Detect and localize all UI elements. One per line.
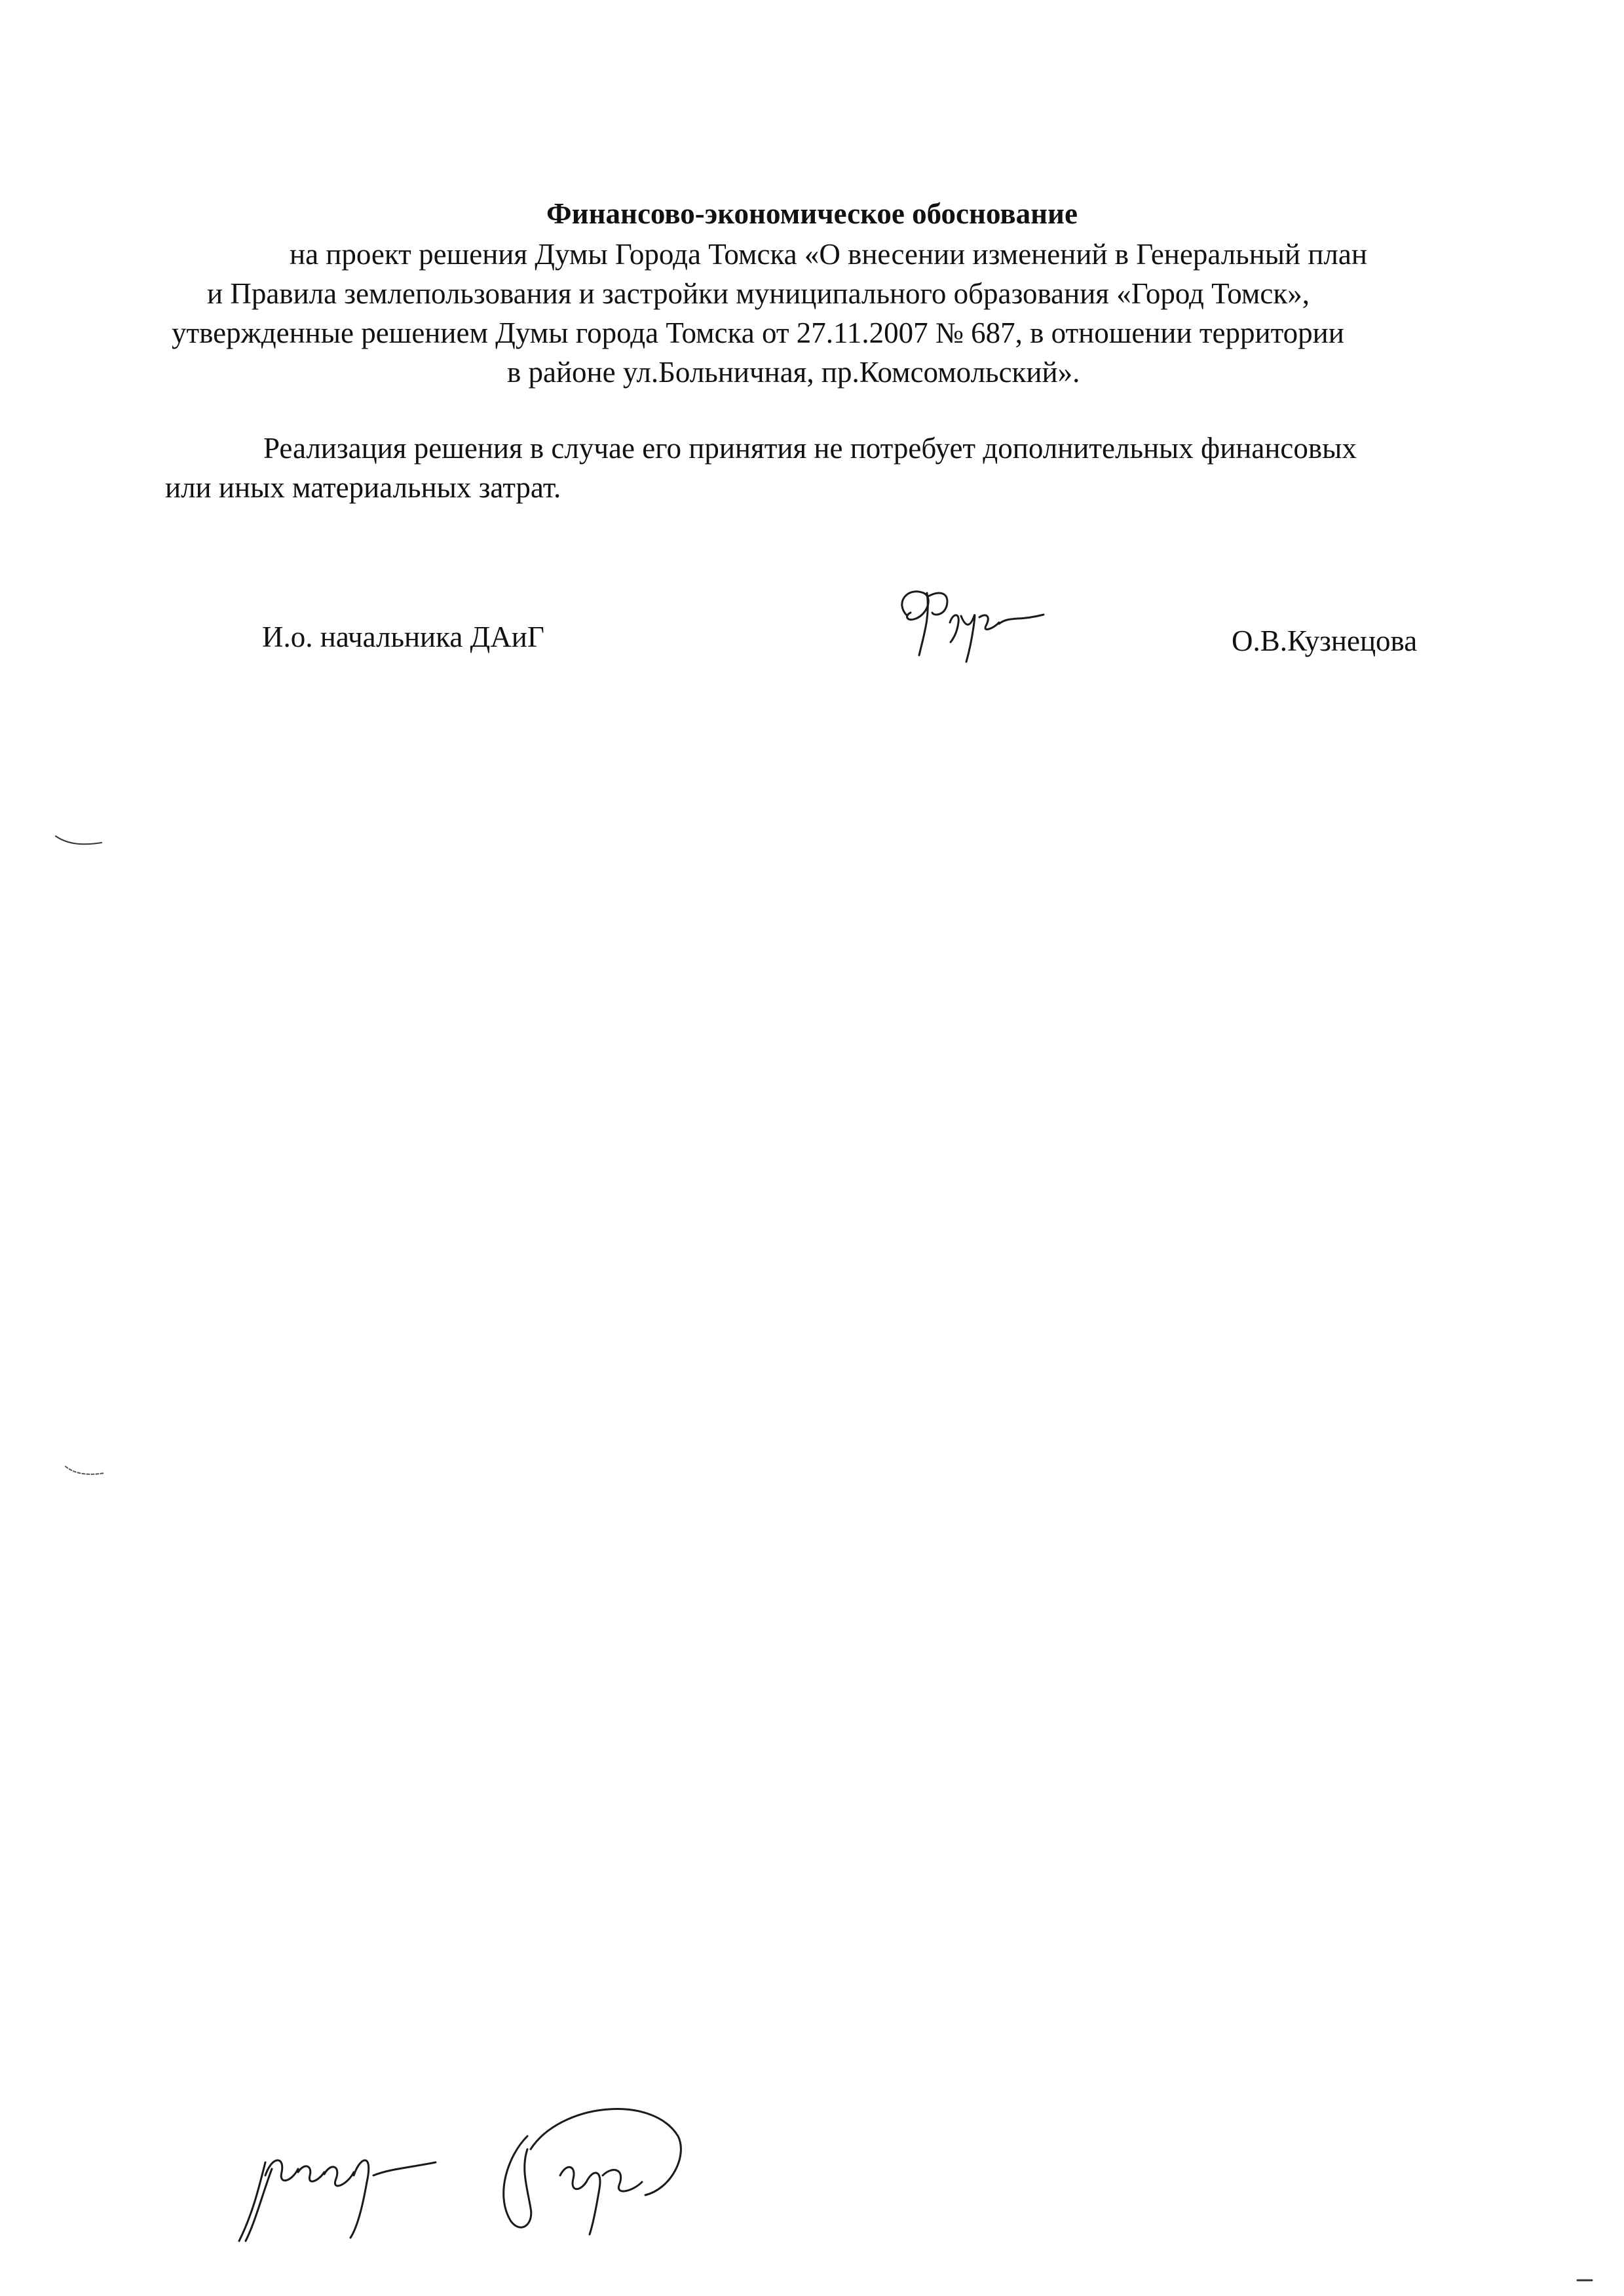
body-text-line: или иных материальных затрат. xyxy=(165,471,561,504)
subject-line: в районе ул.Больничная, пр.Комсомольский». xyxy=(507,356,1080,389)
subject-line: утвержденные решением Думы города Томска от 27.11.2007 № 687, в отношении территории xyxy=(172,316,1344,349)
subject-line: и Правила землепользования и застройки муниципального образования «Город Томск», xyxy=(207,277,1310,310)
body-text-line: Реализация решения в случае его принятия не потребует дополнительных финансовых xyxy=(263,432,1357,465)
handwritten-signature xyxy=(888,577,1051,675)
signer-position: И.о. начальника ДАиГ xyxy=(262,621,544,653)
scan-mark xyxy=(62,1461,108,1481)
handwritten-signature xyxy=(482,2097,691,2241)
subject-line: на проект решения Думы Города Томска «О внесении изменений в Генеральный план xyxy=(290,238,1367,271)
handwritten-signature xyxy=(226,2116,442,2248)
scan-mark xyxy=(52,831,105,851)
scan-mark xyxy=(1576,2274,1595,2287)
document-title: Финансово-экономическое обоснование xyxy=(546,197,1078,230)
signer-name: О.В.Кузнецова xyxy=(1232,624,1418,657)
